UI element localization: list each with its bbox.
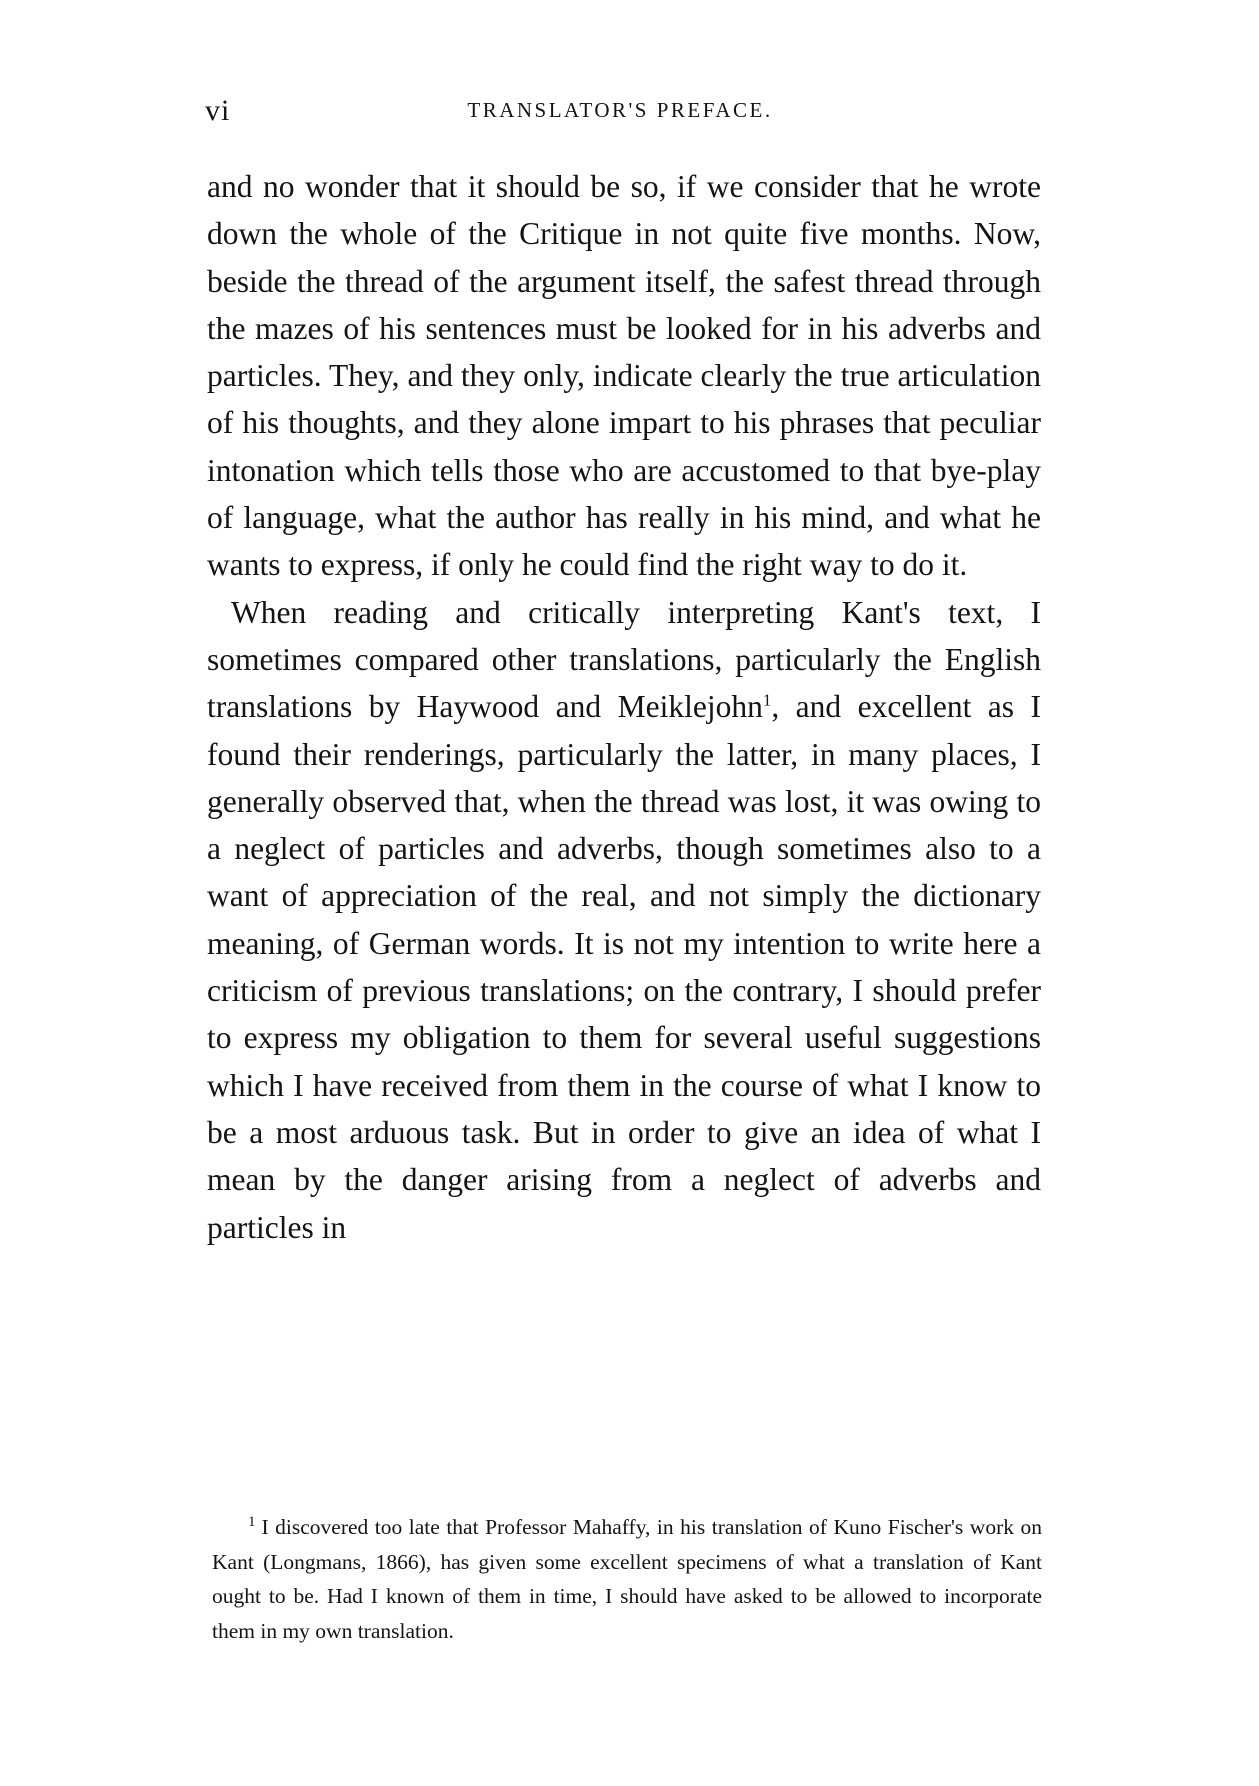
footnote-reference: 1	[762, 690, 772, 710]
page-header	[205, 90, 1035, 130]
footnote-marker: 1	[248, 1513, 256, 1530]
paragraph-text: When reading and critically interpreting Kant's text, I sometimes compared other translations, particularly the English translations by Haywood and Meiklejohn	[207, 594, 1041, 725]
running-head: TRANSLATOR'S PREFACE.	[467, 98, 773, 122]
page-number: vi	[205, 94, 231, 127]
footnote	[212, 1510, 1042, 1648]
paragraph	[207, 589, 1041, 1251]
footnote-text: I discovered too late that Professor Mahaffy, in his translation of Kuno Fischer's work on Kant (Longmans, 1866), has given some excellent specimens of what a translation of Kant ought to be. Had I known of them in time, I should have asked to be allowed to incorporate them in my own translation.	[212, 1515, 1042, 1643]
body-text	[207, 163, 1041, 1251]
paragraph: and no wonder that it should be so, if we consider that he wrote down the whole of the Critique in not quite five months. Now, beside the thread of the argument itself, the safest thread through the mazes of his sentences must be looked for in his adverbs and particles. They, and they only, indicate clearly the true articulation of his thoughts, and they alone impart to his phrases that peculiar intonation which tells those who are accustomed to that bye-play of language, what the author has really in his mind, and what he wants to express, if only he could find the right way to do it.	[207, 169, 1041, 583]
paragraph-text: , and excellent as I found their renderings, particularly the latter, in many places, I generally observed that, when the thread was lost, it was owing to a neglect of particles and adverbs, though sometimes also to a want of appreciation of the real, and not simply the dictionary meaning, of German words. It is not my intention to write here a criticism of previous translations; on the contrary, I should prefer to express my obligation to them for several useful suggestions which I have received from them in the course of what I know to be a most arduous task. But in order to give an idea of what I mean by the danger arising from a neglect of adverbs and particles in	[207, 689, 1041, 1245]
